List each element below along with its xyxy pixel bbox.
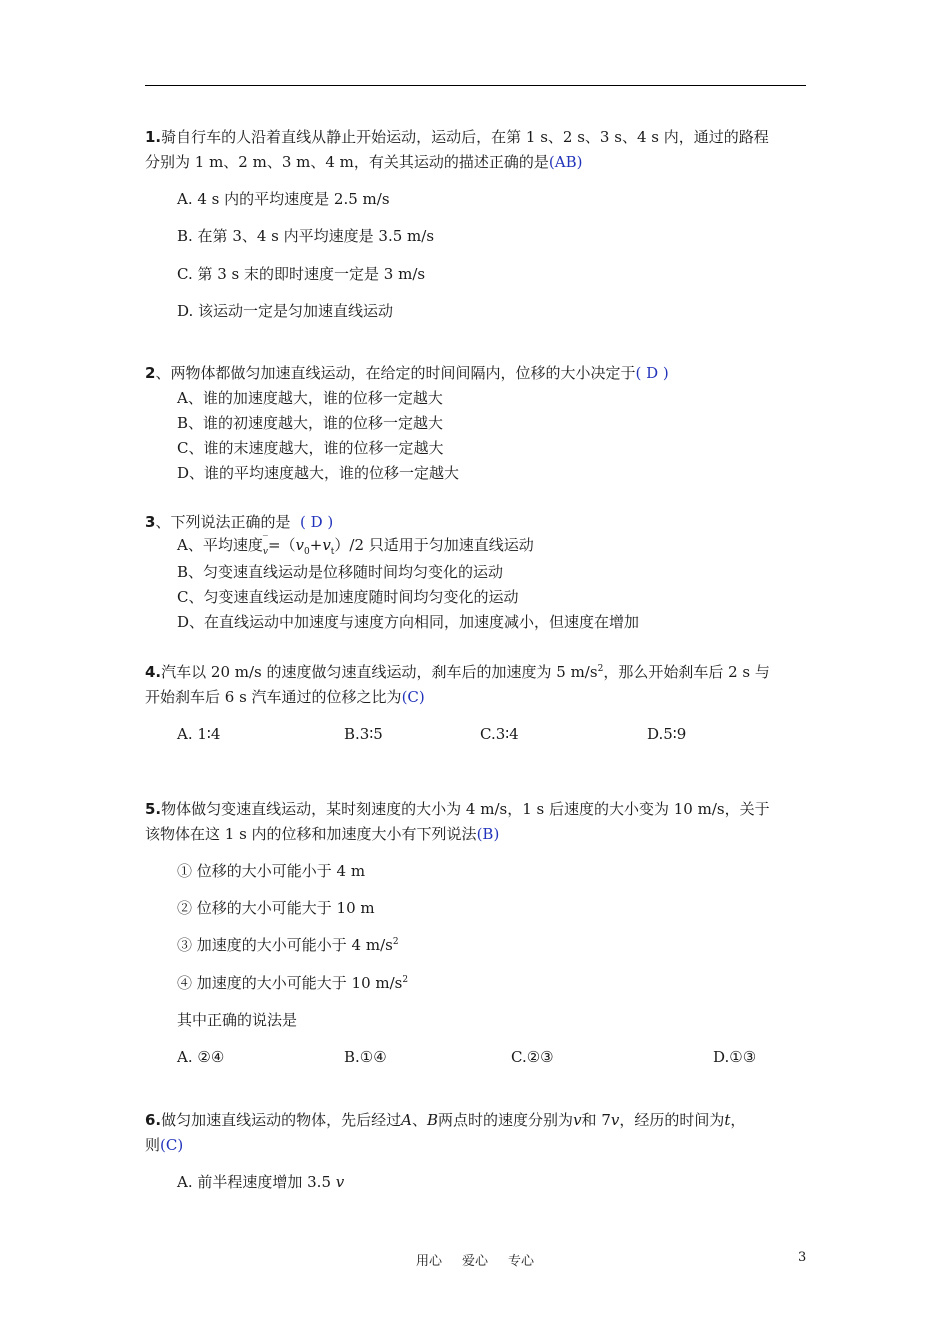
q5-option-d: D.①③ xyxy=(713,1048,757,1066)
q5-option-a: A. ②④ xyxy=(177,1048,225,1066)
q3-vbar-v: v xyxy=(262,547,268,557)
q6-line2 xyxy=(145,1135,183,1155)
q2-option-b: B、谁的初速度越大，谁的位移一定越大 xyxy=(177,414,444,432)
q1-option-b: B. 在第 3、4 s 内平均速度是 3.5 m/s xyxy=(177,227,435,245)
q5-statement-3-text: ③ 加速度的大小可能小于 4 m/s xyxy=(177,936,393,954)
q3-v0: v xyxy=(295,536,304,554)
q6-option-a xyxy=(177,1172,344,1192)
q3-option-a-pre: A、平均速度 xyxy=(177,536,263,554)
q6-text-b: 两点时的速度分别为 xyxy=(438,1111,574,1129)
q6-text-c: ，经历的时间为 xyxy=(619,1111,725,1129)
footer-item-1: 用心 xyxy=(415,1254,442,1269)
q6-option-a-text: A. 前半程速度增加 3.5 xyxy=(177,1173,336,1191)
q5-statement-2: ② 位移的大小可能大于 10 m xyxy=(177,899,375,917)
q1-option-c: C. 第 3 s 末的即时速度一定是 3 m/s xyxy=(177,265,426,283)
q4-option-a: A. 1∶4 xyxy=(177,725,221,743)
q4-line2 xyxy=(145,687,425,707)
q5-statement-4-text: ④ 加速度的大小可能大于 10 m/s xyxy=(177,974,403,992)
q4-answer: (C) xyxy=(401,688,425,706)
q5-option-b: B.①④ xyxy=(344,1048,387,1066)
q3-option-a-mid: =（ xyxy=(267,536,296,554)
q3-vt: v xyxy=(322,536,331,554)
q2-option-d: D、谁的平均速度越大，谁的位移一定越大 xyxy=(177,464,460,482)
q3-line1 xyxy=(145,512,333,532)
q1-option-d: D. 该运动一定是匀加速直线运动 xyxy=(177,302,394,320)
q1-number: 1. xyxy=(145,128,162,146)
q3-option-a-post: ）/2 只适用于匀加速直线运动 xyxy=(334,536,534,554)
q5-line1 xyxy=(145,799,770,819)
q3-option-d: D、在直线运动中加速度与速度方向相同，加速度减小，但速度在增加 xyxy=(177,613,640,631)
q5-sup-3: 2 xyxy=(392,937,399,947)
q6-number: 6. xyxy=(145,1111,162,1129)
q1-line1 xyxy=(145,127,769,147)
q4-option-b: B.3∶5 xyxy=(344,725,383,743)
q2-text1: 、两物体都做匀加速直线运动，在给定的时间间隔内，位移的大小决定于 xyxy=(155,364,636,382)
q5-line2 xyxy=(145,824,499,844)
q4-text1-pre: 汽车以 20 m/s 的速度做匀速直线运动，刹车后的加速度为 5 m/s xyxy=(161,663,598,681)
q5-statement-3 xyxy=(177,935,399,955)
q2-number: 2 xyxy=(145,364,156,382)
q1-option-a: A. 4 s 内的平均速度是 2.5 m/s xyxy=(177,190,390,208)
q3-plus: + xyxy=(309,536,323,554)
page-footer xyxy=(0,1250,950,1269)
q3-option-b: B、匀变速直线运动是位移随时间均匀变化的运动 xyxy=(177,563,504,581)
q5-number: 5. xyxy=(145,800,162,818)
q4-option-d: D.5∶9 xyxy=(647,725,687,743)
q4-option-c: C.3∶4 xyxy=(480,725,519,743)
q4-number: 4. xyxy=(145,663,162,681)
footer-item-3: 专心 xyxy=(508,1254,535,1269)
q5-answer: (B) xyxy=(476,825,500,843)
q6-point-a: A xyxy=(401,1111,412,1129)
q6-line1 xyxy=(145,1110,745,1130)
q1-line2 xyxy=(145,152,582,172)
q3-answer: ( D ) xyxy=(300,513,334,531)
q6-and: 和 7 xyxy=(581,1111,611,1129)
q6-text-d: ， xyxy=(730,1111,746,1129)
q3-subt: t xyxy=(330,547,335,557)
q2-answer: ( D ) xyxy=(635,364,669,382)
q4-text2: 开始刹车后 6 s 汽车通过的位移之比为 xyxy=(145,688,402,706)
q5-statement-5: 其中正确的说法是 xyxy=(177,1011,298,1029)
q6-t: t xyxy=(724,1111,731,1129)
q3-sub0: 0 xyxy=(304,547,310,557)
page-number: 3 xyxy=(798,1250,807,1265)
q4-line1 xyxy=(145,662,770,682)
q5-text2: 该物体在这 1 s 内的位移和加速度大小有下列说法 xyxy=(145,825,477,843)
q5-text1: 物体做匀变速直线运动，某时刻速度的大小为 4 m/s，1 s 后速度的大小变为 10 m/s，关于 xyxy=(161,800,770,818)
q1-text1: 骑自行车的人沿着直线从静止开始运动，运动后，在第 1 s、2 s、3 s、4 s 内，通过的路程 xyxy=(161,128,769,146)
q6-answer: (C) xyxy=(160,1136,184,1154)
q3-option-a xyxy=(177,535,534,555)
q5-statement-1: ① 位移的大小可能小于 4 m xyxy=(177,862,366,880)
q5-option-c: C.②③ xyxy=(511,1048,554,1066)
q6-point-b: B xyxy=(427,1111,439,1129)
q3-vbar: ‾ $_v$ xyxy=(262,535,268,557)
q3-number: 3 xyxy=(145,513,156,531)
header-rule xyxy=(145,85,806,86)
q2-option-c: C、谁的末速度越大，谁的位移一定越大 xyxy=(177,439,444,457)
q6-option-a-v: v xyxy=(335,1173,345,1191)
q3-text1: 、下列说法正确的是 xyxy=(155,513,291,531)
q6-v: v xyxy=(573,1111,582,1129)
q1-text2: 分别为 1 m、2 m、3 m、4 m，有关其运动的描述正确的是 xyxy=(145,153,549,171)
footer-item-2: 爱心 xyxy=(461,1254,488,1269)
q3-option-c: C、匀变速直线运动是加速度随时间均匀变化的运动 xyxy=(177,588,519,606)
q5-sup-4: 2 xyxy=(402,975,409,985)
q2-option-a: A、谁的加速度越大，谁的位移一定越大 xyxy=(177,389,443,407)
q4-text1-post: ，那么开始刹车后 2 s 与 xyxy=(603,663,770,681)
q5-statement-4 xyxy=(177,973,408,993)
q1-answer: (AB) xyxy=(548,153,583,171)
q6-comma: 、 xyxy=(412,1111,428,1129)
q2-line1 xyxy=(145,363,669,383)
q6-text2: 则 xyxy=(145,1136,161,1154)
q4-sup: 2 xyxy=(597,664,604,674)
q6-text-a: 做匀加速直线运动的物体，先后经过 xyxy=(161,1111,402,1129)
q6-v2: v xyxy=(610,1111,620,1129)
